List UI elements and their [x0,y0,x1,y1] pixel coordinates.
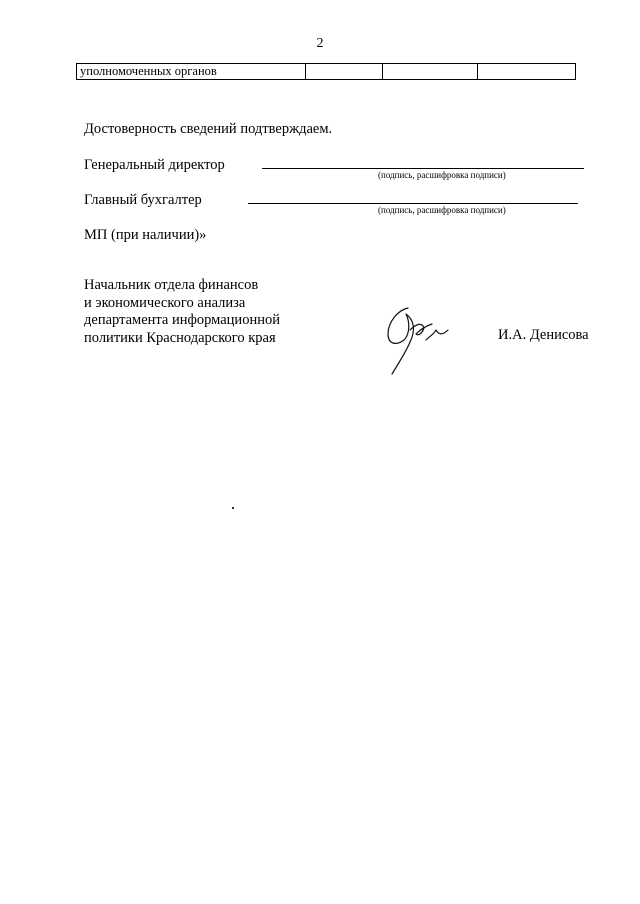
general-director-label: Генеральный директор [84,157,225,173]
official-title-line: Начальник отдела финансов [84,277,259,293]
chief-accountant-caption: (подпись, расшифровка подписи) [378,205,506,215]
table-tail [76,63,576,80]
official-title-line: департамента информационной [84,312,280,328]
table-cell-empty [478,64,576,80]
official-title [84,277,280,347]
general-director-signature-line [262,168,584,169]
chief-accountant-label: Главный бухгалтер [84,192,202,208]
general-director-caption: (подпись, расшифровка подписи) [378,170,506,180]
table-cell: уполномоченных органов [77,64,306,80]
chief-accountant-signature-line [248,203,578,204]
official-title-line: политики Краснодарского края [84,329,276,346]
scan-speck [232,507,234,509]
official-name: И.А. Денисова [498,327,589,343]
table-row [77,64,576,80]
table-cell-empty [383,64,478,80]
page-number: 2 [316,36,324,51]
confirmation-text: Достоверность сведений подтверждаем. [84,121,333,137]
table-cell-empty [306,64,383,80]
handwritten-signature [376,300,456,380]
stamp-note: МП (при наличии)» [84,227,207,243]
official-title-line: и экономического анализа [84,294,246,311]
